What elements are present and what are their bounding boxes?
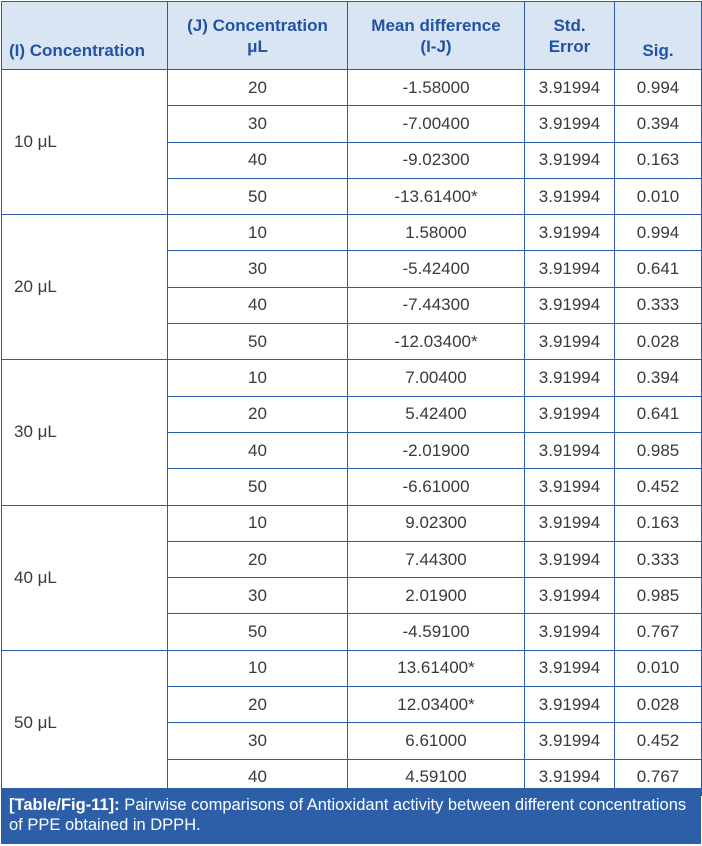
group-label-i-concentration: 30 μL xyxy=(2,360,168,505)
cell-mean-difference: -12.03400* xyxy=(348,324,525,360)
header-row xyxy=(2,2,702,70)
cell-j-concentration: 50 xyxy=(168,614,348,650)
cell-mean-difference: -4.59100 xyxy=(348,614,525,650)
group-label-i-concentration: 50 μL xyxy=(2,650,168,795)
table-row xyxy=(2,70,702,106)
cell-std-error: 3.91994 xyxy=(525,70,615,106)
cell-mean-difference: 4.59100 xyxy=(348,759,525,795)
cell-j-concentration: 50 xyxy=(168,178,348,214)
cell-j-concentration: 20 xyxy=(168,396,348,432)
cell-sig: 0.163 xyxy=(615,505,702,541)
cell-j-concentration: 40 xyxy=(168,287,348,323)
cell-mean-difference: -6.61000 xyxy=(348,469,525,505)
cell-mean-difference: -7.44300 xyxy=(348,287,525,323)
header-sig: Sig. xyxy=(615,2,702,70)
table-row xyxy=(2,215,702,251)
cell-std-error: 3.91994 xyxy=(525,723,615,759)
cell-sig: 0.452 xyxy=(615,469,702,505)
table-caption xyxy=(1,788,701,844)
header-se-line2: Error xyxy=(548,36,591,56)
cell-j-concentration: 40 xyxy=(168,759,348,795)
cell-mean-difference: -1.58000 xyxy=(348,70,525,106)
header-j-concentration xyxy=(168,2,348,70)
group-label-i-concentration: 10 μL xyxy=(2,70,168,215)
cell-std-error: 3.91994 xyxy=(525,106,615,142)
cell-j-concentration: 30 xyxy=(168,578,348,614)
cell-j-concentration: 50 xyxy=(168,469,348,505)
cell-j-concentration: 10 xyxy=(168,360,348,396)
cell-mean-difference: -7.00400 xyxy=(348,106,525,142)
group-label-i-concentration: 20 μL xyxy=(2,215,168,360)
cell-sig: 0.333 xyxy=(615,287,702,323)
cell-mean-difference: 7.44300 xyxy=(348,541,525,577)
cell-std-error: 3.91994 xyxy=(525,541,615,577)
cell-std-error: 3.91994 xyxy=(525,324,615,360)
cell-mean-difference: -9.02300 xyxy=(348,142,525,178)
cell-mean-difference: 5.42400 xyxy=(348,396,525,432)
cell-sig: 0.985 xyxy=(615,432,702,468)
cell-j-concentration: 10 xyxy=(168,650,348,686)
pairwise-comparison-table xyxy=(1,1,702,796)
cell-j-concentration: 20 xyxy=(168,687,348,723)
caption-label: [Table/Fig-11]: xyxy=(9,796,120,814)
table-row xyxy=(2,650,702,686)
cell-std-error: 3.91994 xyxy=(525,469,615,505)
cell-sig: 0.028 xyxy=(615,687,702,723)
table-row xyxy=(2,360,702,396)
cell-std-error: 3.91994 xyxy=(525,142,615,178)
cell-std-error: 3.91994 xyxy=(525,360,615,396)
cell-j-concentration: 20 xyxy=(168,70,348,106)
header-se-line1: Std. xyxy=(553,15,586,35)
table-figure xyxy=(1,1,701,844)
cell-std-error: 3.91994 xyxy=(525,505,615,541)
cell-std-error: 3.91994 xyxy=(525,287,615,323)
cell-std-error: 3.91994 xyxy=(525,178,615,214)
cell-sig: 0.010 xyxy=(615,650,702,686)
cell-mean-difference: -5.42400 xyxy=(348,251,525,287)
cell-std-error: 3.91994 xyxy=(525,687,615,723)
cell-mean-difference: 13.61400* xyxy=(348,650,525,686)
cell-sig: 0.163 xyxy=(615,142,702,178)
cell-sig: 0.767 xyxy=(615,759,702,795)
caption-text: Pairwise comparisons of Antioxidant activity between different concentrations of PPE obtained in DPPH. xyxy=(9,796,687,834)
cell-std-error: 3.91994 xyxy=(525,614,615,650)
header-i-concentration: (I) Concentration xyxy=(2,2,168,70)
cell-std-error: 3.91994 xyxy=(525,251,615,287)
cell-sig: 0.641 xyxy=(615,396,702,432)
header-mean-difference xyxy=(348,2,525,70)
cell-j-concentration: 10 xyxy=(168,505,348,541)
cell-sig: 0.452 xyxy=(615,723,702,759)
cell-j-concentration: 30 xyxy=(168,723,348,759)
cell-std-error: 3.91994 xyxy=(525,215,615,251)
cell-sig: 0.985 xyxy=(615,578,702,614)
cell-j-concentration: 30 xyxy=(168,106,348,142)
header-j-line2: μL xyxy=(247,36,268,56)
cell-j-concentration: 30 xyxy=(168,251,348,287)
cell-sig: 0.994 xyxy=(615,70,702,106)
header-md-line1: Mean difference xyxy=(371,15,501,35)
cell-sig: 0.394 xyxy=(615,106,702,142)
cell-sig: 0.767 xyxy=(615,614,702,650)
cell-j-concentration: 40 xyxy=(168,432,348,468)
cell-mean-difference: 1.58000 xyxy=(348,215,525,251)
cell-sig: 0.010 xyxy=(615,178,702,214)
cell-mean-difference: 12.03400* xyxy=(348,687,525,723)
group-label-i-concentration: 40 μL xyxy=(2,505,168,650)
table-body xyxy=(2,70,702,796)
cell-sig: 0.994 xyxy=(615,215,702,251)
cell-mean-difference: 9.02300 xyxy=(348,505,525,541)
cell-mean-difference: 6.61000 xyxy=(348,723,525,759)
cell-j-concentration: 10 xyxy=(168,215,348,251)
table-row xyxy=(2,505,702,541)
cell-std-error: 3.91994 xyxy=(525,432,615,468)
cell-j-concentration: 40 xyxy=(168,142,348,178)
cell-std-error: 3.91994 xyxy=(525,578,615,614)
header-std-error xyxy=(525,2,615,70)
cell-std-error: 3.91994 xyxy=(525,396,615,432)
cell-mean-difference: 2.01900 xyxy=(348,578,525,614)
cell-sig: 0.394 xyxy=(615,360,702,396)
cell-sig: 0.641 xyxy=(615,251,702,287)
cell-j-concentration: 50 xyxy=(168,324,348,360)
cell-sig: 0.333 xyxy=(615,541,702,577)
header-j-line1: (J) Concentration xyxy=(187,15,328,35)
cell-std-error: 3.91994 xyxy=(525,759,615,795)
cell-mean-difference: 7.00400 xyxy=(348,360,525,396)
cell-sig: 0.028 xyxy=(615,324,702,360)
cell-j-concentration: 20 xyxy=(168,541,348,577)
header-md-line2: (I-J) xyxy=(420,36,452,56)
cell-mean-difference: -2.01900 xyxy=(348,432,525,468)
cell-mean-difference: -13.61400* xyxy=(348,178,525,214)
cell-std-error: 3.91994 xyxy=(525,650,615,686)
